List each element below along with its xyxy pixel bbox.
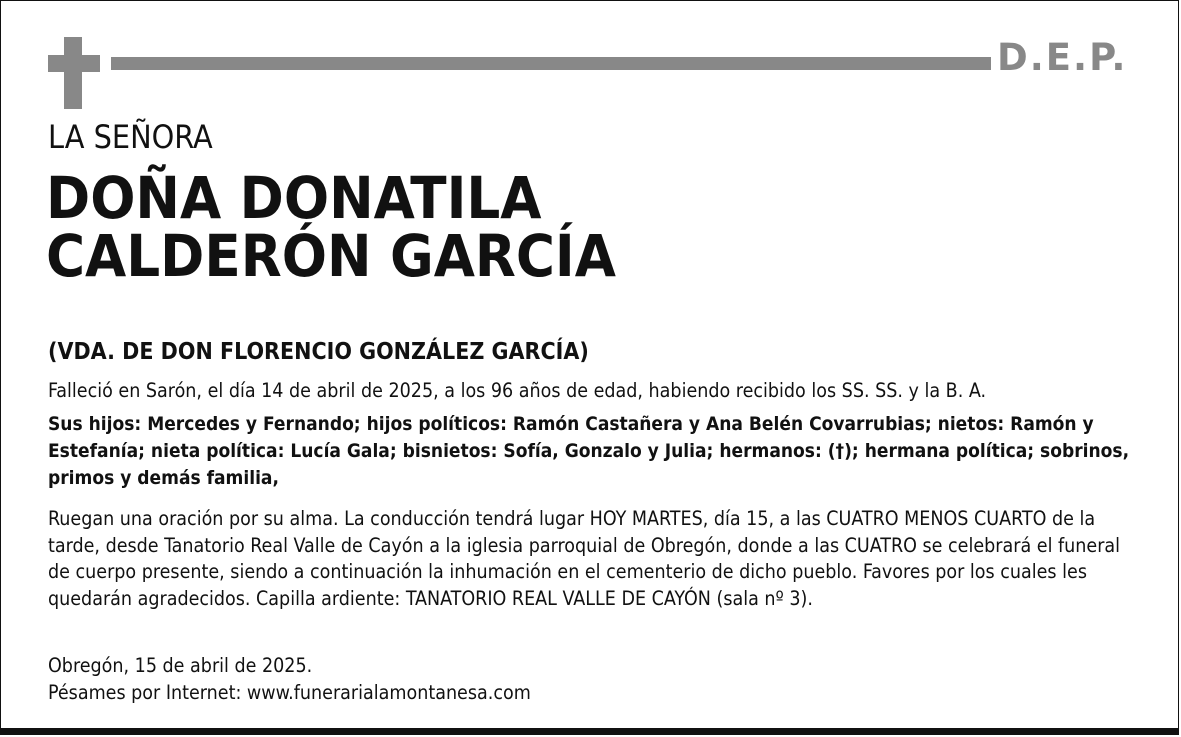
condolences-line: Pésames por Internet: www.funerarialamontanesa.com <box>48 681 531 704</box>
cross-icon-bar <box>48 55 100 72</box>
place-date: Obregón, 15 de abril de 2025. <box>48 654 313 677</box>
cross-icon <box>64 37 82 109</box>
title-prefix: LA SEÑORA <box>48 118 213 156</box>
death-notice: Falleció en Sarón, el día 14 de abril de 2025, a los 96 años de edad, habiendo recibido los SS. SS. y la B. A. <box>48 379 987 402</box>
deceased-name-line-2: CALDERÓN GARCÍA <box>46 222 616 290</box>
family-list: Sus hijos: Mercedes y Fernando; hijos políticos: Ramón Castañera y Ana Belén Covarrubias; nietos: Ramón y Estefanía; nieta política: Lucía Gala; bisnietos: Sofía, Gonzalo y Julia; hermanos: (†); hermana política; sobrinos, primos y demás familia, <box>48 413 1130 489</box>
header-rule <box>111 57 991 70</box>
widow-of-line: (VDA. DE DON FLORENCIO GONZÁLEZ GARCÍA) <box>48 339 589 365</box>
deceased-name-line-1: DOÑA DONATILA <box>46 164 542 232</box>
service-details: Ruegan una oración por su alma. La conducción tendrá lugar HOY MARTES, día 15, a las CUATRO MENOS CUARTO de la tarde, desde Tanatorio Real Valle de Cayón a la iglesia parroquial de Obregón, donde a las CUATRO se celebrará el funeral de cuerpo presente, siendo a continuación la inhumación en el cementerio de dicho pueblo. Favores por los cuales les quedarán agradecidos. Capilla ardiente: TANATORIO REAL VALLE DE CAYÓN (sala nº 3). <box>48 507 1121 610</box>
dep-label: D.E.P. <box>997 36 1128 79</box>
